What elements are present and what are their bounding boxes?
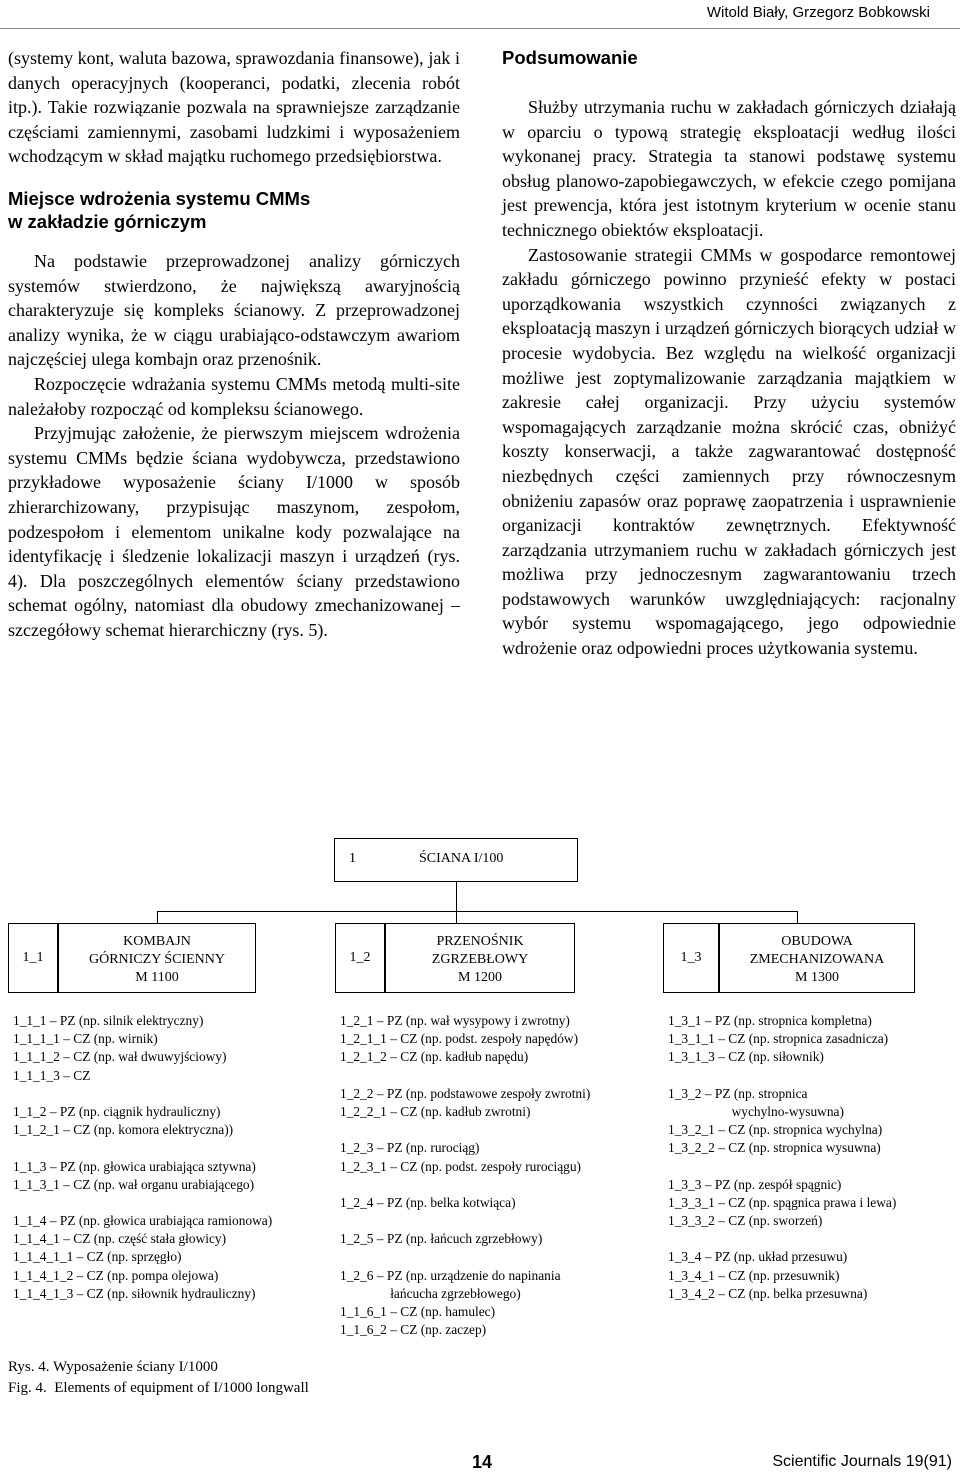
branch-item xyxy=(340,1121,590,1139)
connector-line xyxy=(157,911,158,923)
connector-line xyxy=(456,882,457,911)
branch-item: 1_3_1_3 – CZ (np. siłownik) xyxy=(668,1049,824,1065)
branch-item: 1_2_3_1 – CZ (np. podst. zespoły rurociągu) xyxy=(340,1158,581,1174)
branch-item: 1_1_4 – PZ (np. głowica urabiająca ramionowa) xyxy=(13,1213,273,1229)
branch-item xyxy=(340,1212,590,1230)
branch-item-list xyxy=(668,1012,896,1303)
paragraph: Zastosowanie strategii CMMs w gospodarce remontowej zakładu górniczego powinno przynieść efekty w postaci uporządkowania wszystkich czynności związanych z eksploatacją maszyn i urządzeń górniczych biorących udział w procesie wydobycia. Bez względu na wielkość organizacji możliwe jest zoptymalizowanie zarządzania majątkiem w zakresie całej organizacji. Przy użyciu systemów wspomagających zarządzanie można skrócić czas, obniżyć koszty konserwacji, a także zagwarantować dostępność niezbędnych części zamiennych przy równoczesnym obniżeniu zapasów oraz poprawę zaopatrzenia i usprawnienie organizacji kontraktów zewnętrznych. Efektywność zarządzania utrzymaniem ruchu w zakładach górniczych jest możliwa przy jednoczesnym zagwarantowaniu trzech podstawowych warunków uwzględniających: racjonalny wybór systemu wspomagającego, jego odpowiednie wdrożenie oraz odpowiedni proces użytkowania systemu. xyxy=(502,244,956,659)
branch-name-box xyxy=(58,923,256,993)
branch-item: 1_1_3 – PZ (np. głowica urabiająca sztywna) xyxy=(13,1158,256,1174)
branch-code: 1_3 xyxy=(680,950,702,965)
root-code: 1 xyxy=(349,851,356,866)
heading-line-1: Miejsce wdrożenia systemu CMMs xyxy=(8,187,311,209)
branch-item: 1_2_6 – PZ (np. urządzenie do napinania xyxy=(340,1267,561,1283)
branch-name-line: ZGRZEBŁOWY xyxy=(431,952,529,967)
branch-item: 1_3_3_1 – CZ (np. spągnica prawa i lewa) xyxy=(668,1194,897,1210)
branch-item: 1_1_6_1 – CZ (np. hamulec) xyxy=(340,1304,496,1319)
branch-item: 1_1_1_3 – CZ xyxy=(13,1067,91,1083)
branch-item: 1_2_5 – PZ (np. łańcuch zgrzebłowy) xyxy=(340,1231,543,1247)
branch-item: 1_3_4_2 – CZ (np. belka przesuwna) xyxy=(668,1285,868,1301)
branch-item: 1_2_1_2 – CZ (np. kadłub napędu) xyxy=(340,1049,529,1065)
branch-item: 1_3_4_1 – CZ (np. przesuwnik) xyxy=(668,1267,840,1283)
header-rule xyxy=(0,28,960,29)
branch-item xyxy=(340,1067,590,1085)
branch-item xyxy=(668,1158,896,1176)
branch-name-line: KOMBAJN xyxy=(123,934,191,949)
branch-item: 1_3_1_1 – CZ (np. stropnica zasadnicza) xyxy=(668,1031,889,1047)
branch-item: 1_1_1_2 – CZ (np. wał dwuwyjściowy) xyxy=(13,1049,227,1065)
root-label: ŚCIANA I/100 xyxy=(419,851,504,866)
branch-item: 1_1_4_1_1 – CZ (np. sprzęgło) xyxy=(13,1249,182,1265)
right-column xyxy=(502,46,956,661)
branch-item xyxy=(668,1067,896,1085)
header-author: Witold Biały, Grzegorz Bobkowski xyxy=(706,4,930,21)
branch-item: 1_2_4 – PZ (np. belka kotwiąca) xyxy=(340,1194,516,1210)
branch-item xyxy=(13,1085,272,1103)
branch-code-box xyxy=(8,923,58,993)
caption-english: Fig. 4. Elements of equipment of I/1000 longwall xyxy=(8,1380,309,1396)
branch-item: wychylno-wysuwna) xyxy=(668,1103,844,1119)
branch-item: 1_1_4_1_3 – CZ (np. siłownik hydrauliczny) xyxy=(13,1285,256,1301)
branch-name-line: PRZENOŚNIK xyxy=(436,934,524,949)
heading-line-2: w zakładzie górniczym xyxy=(8,210,207,232)
branch-name-line: ZMECHANIZOWANA xyxy=(749,952,885,967)
branch-item: 1_3_2 – PZ (np. stropnica xyxy=(668,1085,808,1101)
branch-item xyxy=(13,1139,272,1157)
branch-item: 1_2_1_1 – CZ (np. podst. zespoły napędów) xyxy=(340,1031,579,1047)
branch-name-line: M 1300 xyxy=(795,970,839,985)
branch-item xyxy=(13,1194,272,1212)
connector-line xyxy=(456,911,457,923)
section-heading: Podsumowanie xyxy=(502,47,638,68)
branch-item xyxy=(340,1248,590,1266)
branch-item: 1_1_2 – PZ (np. ciągnik hydrauliczny) xyxy=(13,1103,221,1119)
branch-item: łańcucha zgrzebłowego) xyxy=(340,1285,521,1301)
paragraph: (systemy kont, waluta bazowa, sprawozdania finansowe), jak i danych operacyjnych (kooperanci, podatki, zlecenia robót itp.). Takie rozwiązanie pozwala na sprawniejsze zarządzanie częściami zamiennymi, zasobami ludzkimi i wyposażeniem wchodzącym w skład majątku ruchomego przedsiębiorstwa. xyxy=(8,48,460,167)
paragraph: Służby utrzymania ruchu w zakładach górniczych działają w oparciu o typową strategię eksploatacji według ilości wykonanej pracy. Strategia ta stanowi podstawę systemu obsług planowo-zapobiegawczych, w efekcie czego pomijana jest prewencja, która jest istotnym kryterium w ocenie stanu technicznego obiektów eksploatacji. xyxy=(502,97,956,240)
branch-name-box xyxy=(385,923,575,993)
paragraph: Rozpoczęcie wdrażania systemu CMMs metodą multi-site należałoby rozpocząć od kompleksu ścianowego. xyxy=(8,373,460,419)
journal-name: Scientific Journals 19(91) xyxy=(772,1453,952,1470)
paragraph: Na podstawie przeprowadzonej analizy górniczych systemów stwierdzono, że największą awaryjnością charakteryzuje się kompleks ścianowy. Z przeprowadzonej analizy wynika, że w ciągu urabiająco-odstawczym awariom najczęściej ulega kombajn oraz przenośnik. xyxy=(8,250,460,370)
branch-code-box xyxy=(335,923,385,993)
connector-line xyxy=(797,911,798,923)
branch-item: 1_3_2_2 – CZ (np. stropnica wysuwna) xyxy=(668,1140,881,1156)
branch-item: 1_3_3_2 – CZ (np. sworzeń) xyxy=(668,1213,823,1229)
branch-item: 1_1_1 – PZ (np. silnik elektryczny) xyxy=(13,1013,204,1028)
connector-line xyxy=(157,911,798,912)
branch-name-line: OBUDOWA xyxy=(781,934,853,949)
branch-item: 1_1_4_1_2 – CZ (np. pompa olejowa) xyxy=(13,1267,219,1283)
branch-name-line: M 1200 xyxy=(458,970,502,985)
branch-item: 1_2_1 – PZ (np. wał wysypowy i zwrotny) xyxy=(340,1013,570,1028)
branch-name-line: M 1100 xyxy=(135,970,179,985)
branch-item: 1_2_3 – PZ (np. rurociąg) xyxy=(340,1140,480,1156)
paragraph: Przyjmując założenie, że pierwszym miejscem wdrożenia systemu CMMs będzie ściana wydobywcza, przedstawiono przykładowe wyposażenie ściany I/1000 w sposób zhierarchizowany, przypisując maszynom, zespołom, podzespołom i elementom unikalne kody pozwalające na identyfikację i śledzenie lokalizacji maszyn i urządzeń (rys. 4). Dla poszczególnych elementów ściany przedstawiono schemat ogólny, natomiast dla obudowy zmechanizowanej – szczegółowy schemat hierarchiczny (rys. 5). xyxy=(8,423,460,640)
branch-code: 1_2 xyxy=(349,950,371,965)
branch-item-list xyxy=(340,1012,590,1339)
branch-item: 1_3_4 – PZ (np. układ przesuwu) xyxy=(668,1249,848,1265)
root-box xyxy=(334,838,578,882)
branch-code-box xyxy=(663,923,719,993)
left-column xyxy=(8,46,460,642)
branch-item: 1_1_4_1 – CZ (np. część stała głowicy) xyxy=(13,1231,227,1247)
section-heading xyxy=(8,187,460,233)
branch-item: 1_1_6_2 – CZ (np. zaczep) xyxy=(340,1322,487,1338)
branch-item: 1_1_2_1 – CZ (np. komora elektryczna)) xyxy=(13,1122,234,1138)
page-number: 14 xyxy=(472,1452,493,1472)
branch-item: 1_1_3_1 – CZ (np. wał organu urabiającego) xyxy=(13,1176,255,1192)
branch-name-line: GÓRNICZY ŚCIENNY xyxy=(89,952,225,967)
branch-item: 1_2_2 – PZ (np. podstawowe zespoły zwrotni) xyxy=(340,1085,591,1101)
branch-name-box xyxy=(719,923,915,993)
figure-caption xyxy=(8,1357,309,1399)
branch-item: 1_3_2_1 – CZ (np. stropnica wychylna) xyxy=(668,1122,883,1138)
branch-item xyxy=(668,1230,896,1248)
branch-item: 1_3_1 – PZ (np. stropnica kompletna) xyxy=(668,1013,872,1028)
caption-polish: Rys. 4. Wyposażenie ściany I/1000 xyxy=(8,1359,218,1375)
branch-item: 1_1_1_1 – CZ (np. wirnik) xyxy=(13,1031,158,1047)
branch-item: 1_3_3 – PZ (np. zespół spągnic) xyxy=(668,1176,842,1192)
branch-code: 1_1 xyxy=(22,950,44,965)
branch-item: 1_2_2_1 – CZ (np. kadłub zwrotni) xyxy=(340,1103,531,1119)
branch-item xyxy=(340,1176,590,1194)
branch-item-list xyxy=(13,1012,272,1303)
